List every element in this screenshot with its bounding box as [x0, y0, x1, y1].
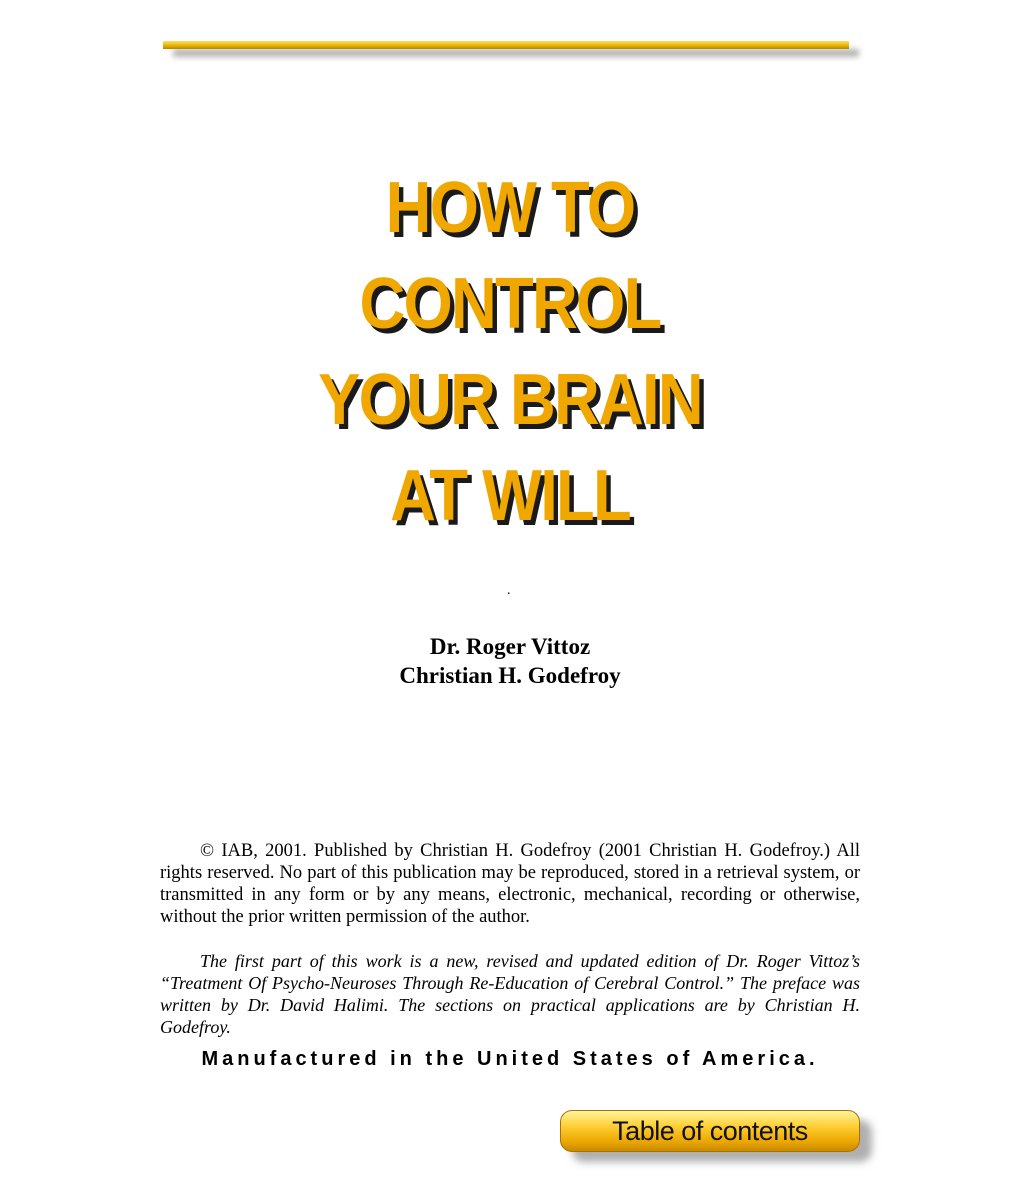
title-line: CONTROL: [359, 264, 661, 344]
title-line: YOUR BRAIN: [318, 360, 702, 440]
title-line: AT WILL: [390, 456, 630, 536]
book-title: [61, 160, 959, 544]
author-name: Dr. Roger Vittoz: [429, 634, 591, 659]
manufactured-notice: Manufactured in the United States of America.: [201, 1048, 819, 1070]
edition-note: The first part of this work is a new, revised and updated edition of Dr. Roger Vittoz’s “Treatment Of Psycho-Neuroses Through Re-Education of Cerebral Control.” The preface was written by Dr. David Halimi. The sections on practical applications are by Christian H. Godefroy.: [160, 951, 860, 1037]
author-name: Christian H. Godefroy: [399, 663, 621, 688]
authors: [0, 632, 1020, 690]
top-rule-bar: [163, 41, 849, 49]
title-line: HOW TO: [385, 168, 635, 248]
table-of-contents-button[interactable]: Table of contents: [560, 1110, 860, 1152]
separator-dot: .: [507, 583, 511, 598]
copyright-notice: © IAB, 2001. Published by Christian H. Godefroy (2001 Christian H. Godefroy.) All rights reserved. No part of this publication may be reproduced, stored in a retrieval system, or transmitted in any form or by any means, electronic, mechanical, recording or otherwise, without the prior written permission of the author.: [160, 841, 860, 927]
